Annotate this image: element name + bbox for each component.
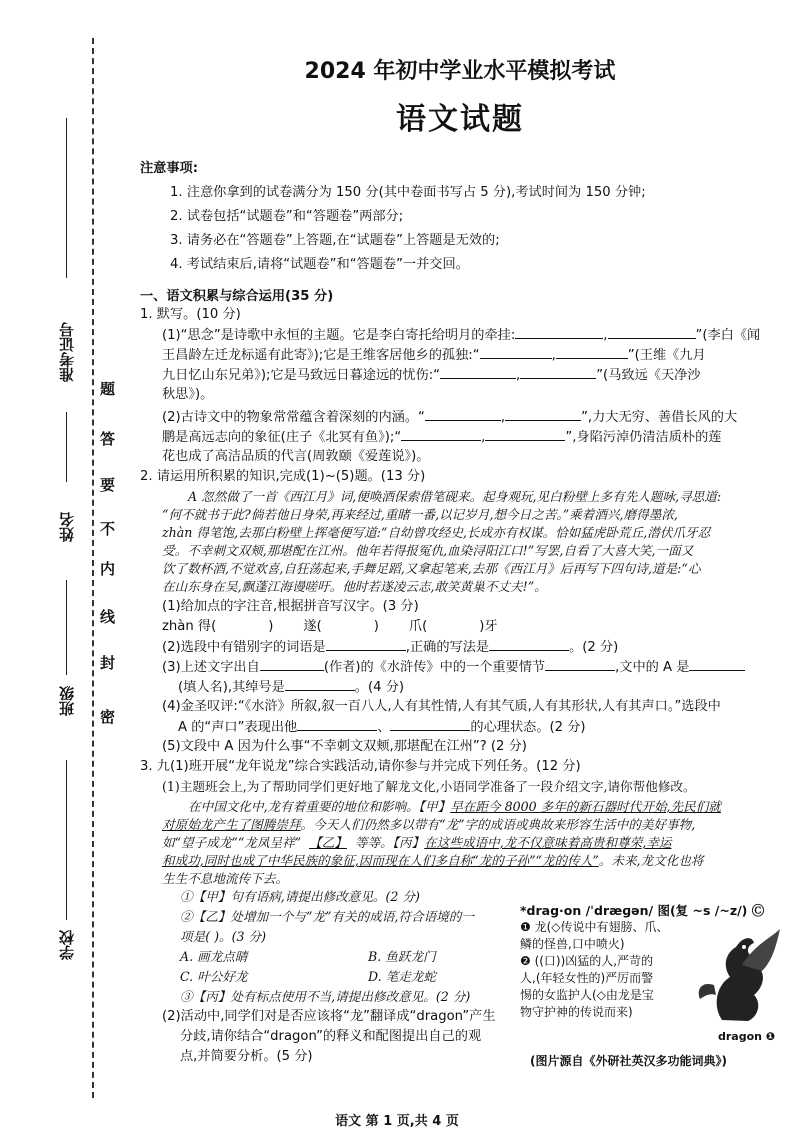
- q1-line: 王昌龄左迁龙标遥有此寄》);它是王维客居他乡的孤独:“ , ”(王维《九月: [162, 348, 706, 363]
- notice-item: 4. 考试结束后,请将“试题卷”和“答题卷”一并交回。: [170, 257, 469, 272]
- q1-line: 九日忆山东兄弟》);它是马致远日暮途远的忧伤:“ , ”(马致远《天净沙: [162, 368, 701, 383]
- q3-passage: 和成功,同时也成了中华民族的象征,因而现在人们多自称“龙的子孙”“龙的传人”。未来,龙文化也将: [162, 853, 704, 868]
- seal-char: 答: [100, 430, 116, 448]
- q1-line: 花也成了高洁品质的代言(周敦颐《爱莲说》)。: [162, 449, 430, 464]
- label-class: 班级: [58, 686, 76, 716]
- dict-caption: dragon ❶: [718, 1030, 776, 1043]
- name-line: [66, 412, 67, 482]
- q3-title: 3. 九(1)班开展“龙年说龙”综合实践活动,请你参与并完成下列任务。(12 分): [140, 759, 581, 774]
- q3-passage: 生生不息地流传下去。: [162, 871, 288, 886]
- q3-sub2: (2)活动中,同学们对是否应该将“龙”翻译成“dragon”产生: [162, 1009, 496, 1024]
- school-line: [66, 760, 67, 920]
- q3-item-a: ①【甲】句有语病,请提出修改意见。(2 分): [180, 889, 420, 904]
- notice-title: 注意事项:: [140, 161, 199, 176]
- seal-char: 密: [100, 708, 116, 726]
- binding-sidebar: [0, 0, 130, 1140]
- q3-passage: 在中国文化中,龙有着重要的地位和影响。【甲】早在距今 8000 多年的新石器时代开始,先民们就: [188, 799, 721, 814]
- q1-line: (1)“思念”是诗歌中永恒的主题。它是李白寄托给明月的牵挂: , ”(李白《闻: [162, 328, 761, 343]
- option-c: C. 叶公好龙: [180, 969, 248, 984]
- q2-sub4-cont: A 的“声口”表现出他 、 的心理状态。(2 分): [178, 720, 586, 735]
- dict-def: 人,(年轻女性的)严厉而警: [520, 971, 654, 985]
- dict-def: ❶ 龙(◇传说中有翅膀、爪、: [520, 920, 669, 934]
- q3-sub2-cont: 点,并简要分析。(5 分): [180, 1049, 313, 1064]
- label-name: 姓名: [58, 512, 76, 542]
- seal-dashed-line: [92, 38, 94, 1098]
- class-line: [66, 580, 67, 675]
- q2-title: 2. 请运用所积累的知识,完成(1)~(5)题。(13 分): [140, 469, 426, 484]
- seal-char: 要: [100, 476, 116, 494]
- dict-headword: *drag·on /ˈdræɡən/ 图(复 ~s /~z/) Ⓒ: [520, 903, 765, 918]
- q2-sub3-cont: (填人名),其绰号是 。(4 分): [178, 680, 405, 695]
- q2-sub1: (1)给加点的字注音,根据拼音写汉字。(3 分): [162, 599, 419, 614]
- zkz-line: [66, 118, 67, 278]
- dict-def: 物守护神的传说而来): [520, 1005, 633, 1019]
- q1-line: 秋思》)。: [162, 387, 214, 402]
- seal-char: 不: [100, 520, 116, 538]
- seal-char: 内: [100, 560, 116, 578]
- seal-char: 题: [100, 380, 116, 398]
- passage-line: A 忽然做了一首《西江月》词,便唤酒保索借笔砚来。起身观玩,见白粉壁上多有先人题咏,寻思道:: [188, 489, 722, 504]
- label-school: 学校: [58, 930, 76, 960]
- q2-sub3: (3)上述文字出自 (作者)的《水浒传》中的一个重要情节 ,文中的 A 是: [162, 658, 780, 677]
- q2-sub2: (2)选段中有错别字的词语是 ,正确的写法是 。(2 分): [162, 640, 619, 655]
- q2-sub5: (5)文段中 A 因为什么事“不幸刺文双颊,那堪配在江州”? (2 分): [162, 739, 527, 754]
- option-a: A. 画龙点睛: [180, 949, 248, 964]
- q1-line: 鹏是高远志向的象征(庄子《北冥有鱼》);“ , ”,身陷污淖仍清洁质朴的莲: [162, 430, 722, 445]
- option-b: B. 鱼跃龙门: [368, 949, 436, 964]
- q3-item-b2: 项是( )。(3 分): [180, 929, 267, 944]
- section-title: 一、语文积累与综合运用(35 分): [140, 289, 334, 304]
- seal-char: 线: [100, 608, 116, 626]
- notice-item: 1. 注意你拿到的试卷满分为 150 分(其中卷面书写占 5 分),考试时间为 150 分钟;: [170, 185, 646, 200]
- option-d: D. 笔走龙蛇: [368, 969, 437, 984]
- notice-item: 3. 请务必在“答题卷”上答题,在“试题卷”上答题是无效的;: [170, 233, 500, 248]
- passage-line: 在山东身在吴,飘蓬江海谩嗟吁。他时若遂凌云志,敢笑黄巢不丈夫!”。: [162, 579, 547, 594]
- dict-source: (图片源自《外研社英汉多功能词典》): [530, 1054, 727, 1068]
- notice-item: 2. 试卷包括“试题卷”和“答题卷”两部分;: [170, 209, 404, 224]
- exam-subtitle: 语文试题: [396, 102, 524, 137]
- dict-def: 惕的女监护人(◇由龙是宝: [520, 988, 654, 1002]
- passage-line: 受。不幸刺文双颊,那堪配在江州。他年若得报冤仇,血染浔阳江口!”写罢,自看了大喜大笑,一面又: [162, 543, 694, 558]
- page-footer: 语文 第 1 页,共 4 页: [335, 1114, 459, 1129]
- passage-line: “何不就书于此?倘若他日身荣,再来经过,重睹一番,以记岁月,想今日之苦。”乘着酒兴,磨得墨浓,: [162, 507, 678, 522]
- dragon-illustration: [692, 925, 782, 1030]
- exam-title: 2024 年初中学业水平模拟考试: [304, 59, 616, 84]
- q3-item-b: ②【乙】处增加一个与“龙”有关的成语,符合语境的一: [180, 909, 474, 924]
- dict-def: 鳞的怪兽,口中喷火): [520, 937, 625, 951]
- q3-item-c: ③【丙】处有标点使用不当,请提出修改意见。(2 分): [180, 989, 471, 1004]
- seal-char: 封: [100, 654, 116, 672]
- passage-line: zhàn 得笔饱,去那白粉壁上挥毫便写道:“自幼曾攻经史,长成亦有权谋。恰如猛虎卧荒丘,潜伏爪牙忍: [162, 525, 711, 540]
- q1-title: 1. 默写。(10 分): [140, 307, 241, 322]
- dict-def: ❷ ((口))凶猛的人,严苛的: [520, 954, 654, 968]
- passage-line: 饮了数杯酒,不觉欢喜,自狂荡起来,手舞足蹈,又拿起笔来,去那《西江月》后再写下四句诗,道是:“心: [162, 561, 701, 576]
- label-zkz: 准考证号: [58, 322, 76, 382]
- q2-sub4: (4)金圣叹评:“《水浒》所叙,叙一百八人,人有其性情,人有其气质,人有其形状,人有其声口。”选段中: [162, 699, 721, 714]
- q3-passage: 对原始龙产生了图腾崇拜。今天人们仍然多以带有“龙”字的成语或典故来形容生活中的美好事物,: [162, 817, 696, 832]
- q1-line: (2)古诗文中的物象常常蕴含着深刻的内涵。“ , ”,力大无穷、善借长风的大: [162, 410, 738, 425]
- q3-sub1: (1)主题班会上,为了帮助同学们更好地了解龙文化,小语同学准备了一段介绍文字,请你帮他修改。: [162, 779, 696, 794]
- q3-sub2-cont: 分歧,请你结合“dragon”的释义和配图提出自己的观: [180, 1029, 482, 1044]
- q3-passage: 如“望子成龙”“龙凤呈祥” 【乙】 等等。【丙】在这些成语中,龙不仅意味着高贵和尊荣,幸运: [162, 835, 672, 850]
- q2-sub1-blanks: zhàn 得( ) 遂( ) 爪( )牙: [162, 619, 498, 634]
